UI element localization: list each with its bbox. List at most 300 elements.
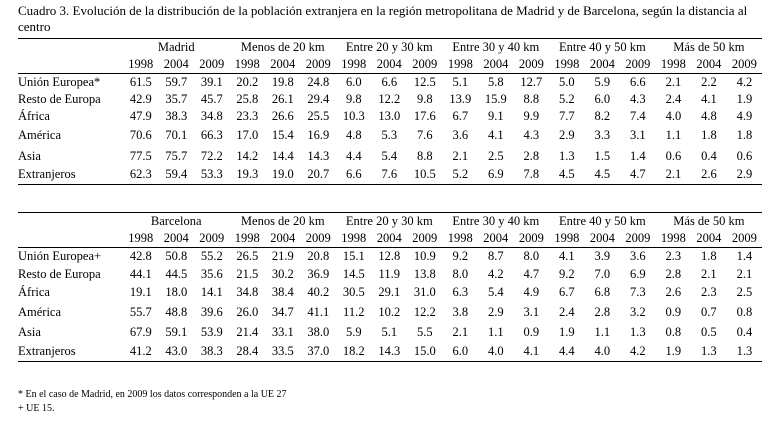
group-header xyxy=(123,213,230,231)
table-cell: 2.1 xyxy=(656,166,692,185)
table-cell: 6.7 xyxy=(559,284,575,299)
table-cell: 8.8 xyxy=(523,92,540,106)
table-cell: 2.1 xyxy=(452,325,469,339)
row-label: Extranjeros xyxy=(18,343,123,362)
table-cell: 3.6 xyxy=(630,249,646,264)
table-cell: 1.8 xyxy=(736,128,753,142)
table-cell: 2.1 xyxy=(701,266,717,281)
table-cell: 4.2 xyxy=(736,75,753,90)
year-header: 2004 xyxy=(585,56,621,74)
year-header: 2004 xyxy=(372,56,408,74)
group-header xyxy=(336,213,443,231)
table-cell: 29.4 xyxy=(307,92,330,106)
table-cell: 55.7 xyxy=(129,304,152,319)
table-cell: 6.7 xyxy=(452,108,469,123)
table-cell: 38.4 xyxy=(271,284,294,299)
table-cell: 26.5 xyxy=(236,249,259,264)
table-cell: 7.6 xyxy=(372,166,408,185)
table-row xyxy=(18,266,762,283)
group-header-label: Madrid xyxy=(157,40,195,54)
table-cell: 15.9 xyxy=(484,92,507,106)
table-cell: 59.7 xyxy=(165,75,188,90)
header-blank xyxy=(18,230,123,248)
table-cell: 11.9 xyxy=(378,266,400,281)
table-cell: 4.9 xyxy=(736,108,753,123)
table-cell: 77.5 xyxy=(129,148,152,163)
year-header: 2009 xyxy=(407,230,443,248)
group-header-label: Barcelona xyxy=(150,214,202,228)
group-header xyxy=(230,213,337,231)
table-cell: 2.1 xyxy=(736,266,753,281)
table-cell: 20.7 xyxy=(301,166,337,185)
table-cell: 0.9 xyxy=(665,304,682,319)
table-cell: 8.0 xyxy=(452,266,469,281)
year-header: 1998 xyxy=(443,230,479,248)
table-cell: 1.8 xyxy=(701,128,717,142)
table-cell: 6.8 xyxy=(594,284,611,299)
table-cell: 25.8 xyxy=(236,92,259,106)
table-row xyxy=(18,323,762,343)
table-cell: 4.2 xyxy=(620,343,656,362)
group-header xyxy=(230,39,337,57)
table-cell: 12.5 xyxy=(413,75,436,90)
year-header: 2009 xyxy=(301,230,337,248)
group-header-label: Entre 20 y 30 km xyxy=(345,214,433,228)
table-cell: 1.5 xyxy=(594,148,611,163)
group-header-label: Menos de 20 km xyxy=(240,214,325,228)
table-cell: 5.3 xyxy=(381,128,398,142)
table-cell: 72.2 xyxy=(200,148,223,163)
table-cell: 10.2 xyxy=(378,304,401,319)
table-cell: 5.9 xyxy=(345,325,362,339)
table-cell: 2.6 xyxy=(691,166,727,185)
table-cell: 9.8 xyxy=(345,92,362,106)
header-blank xyxy=(18,213,123,231)
group-header-label: Entre 20 y 30 km xyxy=(345,40,433,54)
group-header-row xyxy=(18,39,762,57)
year-header: 2004 xyxy=(372,230,408,248)
table-cell: 1.3 xyxy=(691,343,727,362)
row-label: Resto de Europa xyxy=(18,266,101,281)
year-header: 1998 xyxy=(549,230,585,248)
year-header-row xyxy=(18,230,762,248)
table-cell: 2.4 xyxy=(665,92,682,106)
table-cell: 4.2 xyxy=(487,266,504,281)
year-header: 2009 xyxy=(301,56,337,74)
table-cell: 30.5 xyxy=(342,284,365,299)
table-cell: 70.6 xyxy=(129,128,152,142)
year-header-row xyxy=(18,56,762,74)
table-cell: 47.9 xyxy=(129,108,152,123)
table-cell: 10.5 xyxy=(407,166,443,185)
table-cell: 9.8 xyxy=(416,92,433,106)
table-cell: 1.9 xyxy=(656,343,692,362)
row-label: Unión Europea+ xyxy=(18,249,102,264)
year-header: 2009 xyxy=(620,230,656,248)
group-header-label: Entre 30 y 40 km xyxy=(452,214,540,228)
year-header: 1998 xyxy=(230,230,266,248)
table-cell: 2.5 xyxy=(736,284,753,299)
table-cell: 39.6 xyxy=(200,304,223,319)
table-row xyxy=(18,283,762,302)
table-cell: 7.6 xyxy=(416,128,433,142)
table-cell: 12.7 xyxy=(520,75,543,90)
table-cell: 2.3 xyxy=(665,249,682,264)
table-cell: 14.3 xyxy=(307,148,330,163)
table-cell: 2.4 xyxy=(559,304,575,319)
table-cell: 3.8 xyxy=(452,304,469,319)
table-cell: 1.1 xyxy=(487,325,504,339)
table-cell: 38.3 xyxy=(165,108,188,123)
table-cell: 29.1 xyxy=(378,284,401,299)
year-header: 2009 xyxy=(620,56,656,74)
row-label: África xyxy=(18,108,50,123)
table-cell: 40.2 xyxy=(307,284,330,299)
table-cell: 38.0 xyxy=(307,325,330,339)
year-header: 2004 xyxy=(159,56,195,74)
table-cell: 0.4 xyxy=(701,148,717,163)
table-cell: 2.5 xyxy=(488,148,504,163)
table-cell: 61.5 xyxy=(129,75,152,90)
year-header: 2004 xyxy=(265,56,301,74)
table-cell: 28.4 xyxy=(230,343,266,362)
table-cell: 34.8 xyxy=(236,284,259,299)
table-row xyxy=(18,166,762,185)
table-cell: 39.1 xyxy=(200,75,223,90)
table-cell: 19.3 xyxy=(230,166,266,185)
table-cell: 18.0 xyxy=(165,284,188,299)
table-cell: 59.4 xyxy=(159,166,195,185)
header-blank xyxy=(18,39,123,57)
table-cell: 1.1 xyxy=(594,325,611,339)
table-cell: 1.4 xyxy=(630,148,646,163)
year-header: 2004 xyxy=(478,56,514,74)
group-header-label: Entre 40 y 50 km xyxy=(558,40,646,54)
table-cell: 3.9 xyxy=(594,249,611,264)
table-cell: 18.2 xyxy=(336,343,372,362)
table-cell: 6.0 xyxy=(443,343,479,362)
table-cell: 14.4 xyxy=(271,148,294,163)
table-cell: 12.2 xyxy=(378,92,401,106)
table-cell: 44.5 xyxy=(165,266,188,281)
table-cell: 75.7 xyxy=(165,148,188,163)
table-cell: 55.2 xyxy=(200,249,223,264)
table-cell: 62.3 xyxy=(123,166,159,185)
table-row xyxy=(18,92,762,108)
table-cell: 1.3 xyxy=(727,343,763,362)
table-cell: 13.0 xyxy=(378,108,401,123)
table-cell: 35.7 xyxy=(165,92,188,106)
year-header: 2009 xyxy=(194,56,230,74)
table-cell: 5.1 xyxy=(452,75,469,90)
table-cell: 26.1 xyxy=(271,92,294,106)
group-header-row xyxy=(18,213,762,231)
table-cell: 50.8 xyxy=(165,249,188,264)
table-cell: 10.9 xyxy=(413,249,436,264)
table-cell: 2.2 xyxy=(701,75,717,90)
table-cell: 2.9 xyxy=(727,166,763,185)
table-cell: 4.4 xyxy=(345,148,362,163)
group-header xyxy=(656,213,763,231)
table-row xyxy=(18,74,762,92)
year-header: 2004 xyxy=(585,230,621,248)
table-cell: 0.8 xyxy=(736,304,753,319)
year-header: 2004 xyxy=(478,230,514,248)
table-row xyxy=(18,343,762,362)
table-cell: 4.4 xyxy=(549,343,585,362)
table-cell: 2.9 xyxy=(559,128,575,142)
table-cell: 4.9 xyxy=(523,284,540,299)
table-cell: 4.7 xyxy=(523,266,540,281)
group-header-label: Entre 40 y 50 km xyxy=(558,214,646,228)
table-cell: 8.2 xyxy=(594,108,611,123)
table-cell: 33.5 xyxy=(265,343,301,362)
table-cell: 0.6 xyxy=(665,148,682,163)
table-cell: 5.2 xyxy=(443,166,479,185)
table-cell: 70.1 xyxy=(165,128,188,142)
year-header: 1998 xyxy=(336,230,372,248)
table-cell: 1.9 xyxy=(559,325,575,339)
table-cell: 19.8 xyxy=(271,75,294,90)
table-cell: 4.1 xyxy=(701,92,717,106)
footnote-eu27: * En el caso de Madrid, en 2009 los datos corresponden a la UE 27 xyxy=(18,389,287,400)
table-cell: 48.8 xyxy=(165,304,188,319)
table-cell: 26.6 xyxy=(271,108,294,123)
footnote-eu15: + UE 15. xyxy=(18,403,55,414)
table-cell: 4.7 xyxy=(620,166,656,185)
table-cell: 6.6 xyxy=(381,75,398,90)
year-header: 2009 xyxy=(407,56,443,74)
table-cell: 7.0 xyxy=(594,266,611,281)
table-cell: 5.2 xyxy=(559,92,575,106)
footnotes xyxy=(18,388,287,416)
year-header: 1998 xyxy=(230,56,266,74)
table-cell: 6.0 xyxy=(594,92,611,106)
table-cell: 2.1 xyxy=(452,148,469,163)
group-header xyxy=(443,39,550,57)
table-cell: 6.6 xyxy=(630,75,646,90)
table-cell: 1.1 xyxy=(665,128,682,142)
table-cell: 30.2 xyxy=(271,266,294,281)
table-cell: 4.8 xyxy=(345,128,362,142)
table-cell: 2.8 xyxy=(523,148,540,163)
table-cell: 21.4 xyxy=(236,325,259,339)
table-row xyxy=(18,125,762,147)
table-cell: 19.0 xyxy=(265,166,301,185)
table-cell: 4.3 xyxy=(630,92,646,106)
table-cell: 8.7 xyxy=(487,249,504,264)
barcelona-table xyxy=(18,212,762,362)
table-cell: 5.1 xyxy=(381,325,398,339)
table-cell: 1.8 xyxy=(701,249,717,264)
table-cell: 3.1 xyxy=(630,128,646,142)
group-header-label: Entre 30 y 40 km xyxy=(452,40,540,54)
row-label: Resto de Europa xyxy=(18,92,101,106)
table-cell: 0.7 xyxy=(701,304,717,319)
row-label: América xyxy=(18,304,62,319)
table-cell: 15.4 xyxy=(271,128,294,142)
table-cell: 9.9 xyxy=(523,108,540,123)
group-header-label: Menos de 20 km xyxy=(240,40,325,54)
table-cell: 12.8 xyxy=(378,249,401,264)
year-header: 2009 xyxy=(194,230,230,248)
group-header xyxy=(123,39,230,57)
year-header: 2009 xyxy=(727,56,763,74)
year-header: 2009 xyxy=(727,230,763,248)
table-cell: 4.0 xyxy=(665,108,682,123)
table-cell: 10.3 xyxy=(342,108,365,123)
group-header-label: Más de 50 km xyxy=(673,214,745,228)
year-header: 1998 xyxy=(656,230,692,248)
table-cell: 33.1 xyxy=(271,325,294,339)
table-cell: 41.2 xyxy=(123,343,159,362)
table-caption: Cuadro 3. Evolución de la distribución de la población extranjera en la región metropolitana de Madrid y de Barcelona, según la distancia al centro xyxy=(18,3,748,34)
year-header: 1998 xyxy=(123,230,159,248)
madrid-table xyxy=(18,38,762,185)
table-cell: 9.1 xyxy=(488,108,504,123)
table-cell: 5.4 xyxy=(381,148,398,163)
table-cell: 2.9 xyxy=(487,304,504,319)
year-header: 1998 xyxy=(443,56,479,74)
table-cell: 17.6 xyxy=(413,108,436,123)
table-cell: 9.2 xyxy=(452,249,469,264)
year-header: 2004 xyxy=(691,230,727,248)
table-cell: 13.8 xyxy=(413,266,436,281)
table-cell: 14.2 xyxy=(236,148,259,163)
table-cell: 15.1 xyxy=(342,249,365,264)
table-cell: 24.8 xyxy=(307,75,330,90)
table-cell: 4.5 xyxy=(549,166,585,185)
year-header: 1998 xyxy=(336,56,372,74)
table-cell: 4.0 xyxy=(478,343,514,362)
table-cell: 4.0 xyxy=(585,343,621,362)
row-label: África xyxy=(18,284,50,299)
year-header: 1998 xyxy=(549,56,585,74)
table-cell: 67.9 xyxy=(129,325,152,339)
table-cell: 21.9 xyxy=(271,249,294,264)
table-cell: 1.3 xyxy=(559,148,575,163)
table-cell: 25.5 xyxy=(307,108,330,123)
row-label: Asia xyxy=(18,325,41,339)
table-cell: 12.2 xyxy=(413,304,436,319)
table-cell: 6.6 xyxy=(336,166,372,185)
table-cell: 6.3 xyxy=(452,284,469,299)
table-cell: 42.9 xyxy=(129,92,152,106)
year-header: 2004 xyxy=(691,56,727,74)
table-cell: 5.4 xyxy=(487,284,504,299)
table-cell: 53.9 xyxy=(200,325,223,339)
table-cell: 4.1 xyxy=(488,128,504,142)
row-label: Extranjeros xyxy=(18,166,123,185)
table-cell: 5.5 xyxy=(416,325,433,339)
table-cell: 5.8 xyxy=(488,75,504,90)
group-header xyxy=(443,213,550,231)
table-cell: 0.5 xyxy=(701,325,717,339)
table-cell: 20.8 xyxy=(307,249,330,264)
table-cell: 0.8 xyxy=(665,325,682,339)
table-cell: 36.9 xyxy=(307,266,330,281)
table-cell: 0.6 xyxy=(736,148,753,163)
table-cell: 14.1 xyxy=(200,284,223,299)
table-cell: 4.8 xyxy=(701,108,717,123)
table-cell: 26.0 xyxy=(236,304,259,319)
year-header: 2004 xyxy=(265,230,301,248)
table-cell: 4.1 xyxy=(559,249,575,264)
table-cell: 7.8 xyxy=(514,166,550,185)
table-cell: 41.1 xyxy=(307,304,330,319)
table-cell: 1.9 xyxy=(736,92,753,106)
table-cell: 5.0 xyxy=(559,75,575,90)
table-cell: 34.8 xyxy=(200,108,223,123)
table-cell: 2.8 xyxy=(594,304,611,319)
table-row xyxy=(18,248,762,266)
table-cell: 44.1 xyxy=(129,266,152,281)
table-cell: 1.4 xyxy=(736,249,753,264)
row-label: Asia xyxy=(18,148,41,163)
table-cell: 45.7 xyxy=(200,92,223,106)
table-cell: 0.9 xyxy=(523,325,540,339)
table-cell: 3.1 xyxy=(523,304,540,319)
table-cell: 0.4 xyxy=(736,325,753,339)
table-cell: 38.3 xyxy=(194,343,230,362)
table-cell: 15.0 xyxy=(407,343,443,362)
table-cell: 2.3 xyxy=(701,284,717,299)
table-cell: 3.2 xyxy=(630,304,646,319)
table-cell: 59.1 xyxy=(165,325,188,339)
table-cell: 43.0 xyxy=(159,343,195,362)
table-cell: 4.3 xyxy=(523,128,540,142)
table-cell: 34.7 xyxy=(271,304,294,319)
table-cell: 2.1 xyxy=(665,75,682,90)
year-header: 1998 xyxy=(656,56,692,74)
table-cell: 7.3 xyxy=(630,284,646,299)
table-cell: 8.0 xyxy=(523,249,540,264)
table-cell: 8.8 xyxy=(416,148,433,163)
table-cell: 37.0 xyxy=(301,343,337,362)
table-cell: 4.1 xyxy=(514,343,550,362)
table-cell: 6.0 xyxy=(345,75,362,90)
table-cell: 2.6 xyxy=(665,284,682,299)
table-cell: 13.9 xyxy=(449,92,472,106)
table-cell: 35.6 xyxy=(200,266,223,281)
table-cell: 11.2 xyxy=(343,304,365,319)
table-cell: 6.9 xyxy=(630,266,646,281)
header-blank xyxy=(18,56,123,74)
table-cell: 17.0 xyxy=(236,128,259,142)
group-header xyxy=(549,39,656,57)
table-cell: 66.3 xyxy=(200,128,223,142)
table-cell: 53.3 xyxy=(194,166,230,185)
table-cell: 23.3 xyxy=(236,108,259,123)
table-cell: 14.3 xyxy=(372,343,408,362)
group-header xyxy=(549,213,656,231)
group-header xyxy=(656,39,763,57)
table-cell: 19.1 xyxy=(129,284,152,299)
row-label: Unión Europea* xyxy=(18,75,101,90)
table-cell: 4.5 xyxy=(585,166,621,185)
table-cell: 9.2 xyxy=(559,266,575,281)
table-cell: 31.0 xyxy=(413,284,436,299)
table-cell: 3.3 xyxy=(594,128,611,142)
table-cell: 1.3 xyxy=(630,325,646,339)
table-cell: 5.9 xyxy=(594,75,611,90)
table-cell: 3.6 xyxy=(452,128,469,142)
table-cell: 42.8 xyxy=(129,249,152,264)
table-cell: 7.4 xyxy=(630,108,646,123)
table-row xyxy=(18,147,762,166)
group-header xyxy=(336,39,443,57)
table-cell: 21.5 xyxy=(236,266,259,281)
